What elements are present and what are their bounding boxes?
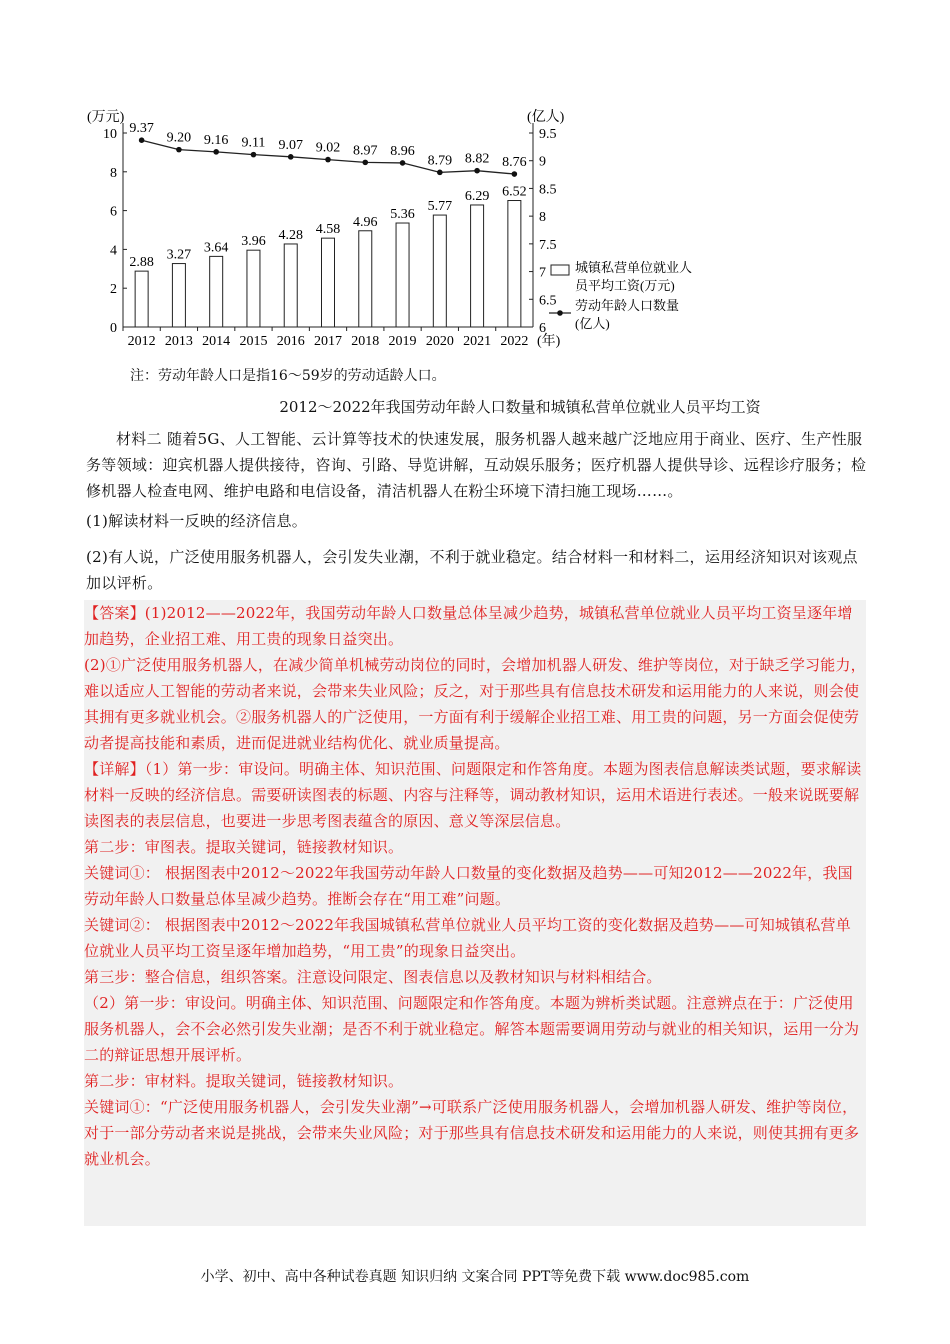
line-point	[362, 160, 368, 166]
line-value-label: 8.76	[502, 155, 527, 171]
x-tick-label: 2022	[500, 334, 529, 349]
right-tick-label: 8	[539, 210, 546, 226]
line-point	[512, 171, 518, 177]
left-tick-label: 4	[110, 243, 117, 259]
line-point	[213, 149, 219, 155]
left-tick-label: 10	[103, 127, 117, 142]
line-value-label: 8.79	[427, 153, 453, 169]
chart	[85, 105, 725, 355]
right-tick-label: 9.5	[539, 127, 557, 142]
bar-value-label: 6.52	[502, 184, 527, 200]
bar-value-label: 4.58	[315, 222, 341, 238]
bar-value-label: 3.27	[166, 247, 192, 263]
line-point	[437, 170, 443, 176]
line-value-label: 9.16	[203, 132, 229, 148]
answer-paragraph: (2)①广泛使用服务机器人，在减少简单机械劳动岗位的同时，会增加机器人研发、维护等岗位，对于缺乏学习能力，难以适应人工智能的劳动者来说，会带来失业风险；反之，对于那些具有信息技术研发和运用能力的人来说，则会使其拥有更多就业机会。②服务机器人的广泛使用，一方面有利于缓解企业招工难、用工贵的问题，另一方面会促使劳动者提高技能和素质，进而促进就业结构优化、就业质量提高。	[84, 656, 866, 752]
x-tick-label: 2020	[425, 334, 454, 349]
bar	[433, 215, 446, 327]
x-tick-label: 2017	[314, 334, 342, 349]
line-point	[325, 157, 331, 163]
line-value-label: 8.82	[464, 151, 490, 167]
line-point	[288, 154, 294, 160]
x-tick-label: 2021	[463, 334, 492, 349]
answer-paragraph: （2）第一步：审设问。明确主体、知识范围、问题限定和作答角度。本题为辨析类试题。注意辨点在于：广泛使用服务机器人，会不会必然引发失业潮；是否不利于就业稳定。解答本题需要调用劳动与就业的相关知识，运用一分为二的辩证思想开展评析。	[84, 994, 860, 1064]
line-value-label: 8.97	[353, 143, 378, 159]
bar	[359, 231, 372, 327]
answer-paragraph: 关键词①： 根据图表中2012～2022年我国劳动年龄人口数量的变化数据及趋势——可知2012——2022年，我国劳动年龄人口数量总体呈减少趋势。推断会存在“用工难”问题。	[84, 864, 853, 908]
bar-value-label: 3.64	[203, 240, 229, 256]
right-tick-label: 7.5	[539, 237, 557, 253]
x-tick-label: 2018	[351, 334, 380, 349]
line-point	[400, 160, 406, 166]
legend-line-marker	[557, 310, 563, 316]
answer-paragraph: 【详解】（1）第一步：审设问。明确主体、知识范围、问题限定和作答角度。本题为图表信息解读类试题，要求解读材料一反映的经济信息。需要研读图表的标题、内容与注释等，调动教材知识，运用术语进行表述。一般来说既要解读图表的表层信息，也要进一步思考图表蕴含的原因、意义等深层信息。	[84, 760, 862, 830]
legend-line-label: 劳动年龄人口数量	[575, 298, 680, 313]
legend-bar-swatch	[551, 265, 569, 275]
bar	[322, 238, 335, 327]
chart-legend	[549, 260, 692, 331]
bar	[284, 244, 297, 327]
x-axis-unit: (年)	[537, 334, 561, 349]
chart-note: 注：劳动年龄人口是指16～59岁的劳动适龄人口。	[130, 368, 446, 384]
question-1: (1)解读材料一反映的经济信息。	[86, 512, 308, 530]
answer-paragraph: 第二步：审材料。提取关键词，链接教材知识。	[84, 1072, 404, 1090]
bar	[247, 250, 260, 327]
bar-value-label: 4.96	[353, 214, 378, 230]
x-tick-label: 2014	[202, 334, 231, 349]
line-value-label: 9.11	[241, 135, 266, 151]
line-value-label: 8.96	[390, 143, 415, 159]
right-tick-label: 6	[539, 321, 546, 336]
bar-value-label: 4.28	[278, 227, 303, 243]
bar-value-label: 5.36	[390, 207, 415, 223]
answer-paragraph: 第二步：审图表。提取关键词，链接教材知识。	[84, 838, 404, 856]
answer-paragraph: 第三步：整合信息，组织答案。注意设问限定、图表信息以及教材知识与材料相结合。	[84, 968, 662, 986]
left-tick-label: 2	[110, 282, 117, 298]
legend-bar-label: 城镇私营单位就业人	[575, 260, 693, 275]
right-tick-label: 9	[539, 154, 546, 170]
x-tick-label: 2019	[388, 334, 417, 349]
right-axis-unit: (亿人)	[527, 110, 565, 125]
left-tick-label: 0	[110, 321, 117, 336]
bar	[172, 264, 185, 327]
footer: 小学、初中、高中各种试卷真题 知识归纳 文案合同 PPT等免费下载 www.doc985.com	[200, 1269, 750, 1285]
material-two: 材料二 随着5G、人工智能、云计算等技术的快速发展，服务机器人越来越广泛地应用于商业、医疗、生产性服务等领域：迎宾机器人提供接待，咨询、引路、导览讲解，互动娱乐服务；医疗机器人提供导诊、远程诊疗服务；检修机器人检查电网、维护电路和电信设备，清洁机器人在粉尘环境下清扫施工现场……。	[86, 430, 867, 500]
x-tick-label: 2012	[127, 334, 156, 349]
line-value-label: 9.07	[278, 137, 303, 153]
x-tick-label: 2013	[164, 334, 193, 349]
bar-value-label: 3.96	[241, 234, 266, 250]
bar	[396, 223, 409, 327]
x-tick-label: 2015	[239, 334, 268, 349]
chart-caption: 2012～2022年我国劳动年龄人口数量和城镇私营单位就业人员平均工资	[279, 398, 761, 416]
answer-paragraph: 关键词①：“广泛使用服务机器人，会引发失业潮”→可联系广泛使用服务机器人，会增加机器人研发、维护等岗位，对于一部分劳动者来说是挑战，会带来失业风险；对于那些具有信息技术研发和运用能力的人来说，则使其拥有更多就业机会。	[84, 1098, 860, 1168]
line-value-label: 9.02	[315, 140, 341, 156]
bar-value-label: 6.29	[464, 188, 490, 204]
line-series	[129, 121, 526, 177]
left-tick-label: 6	[110, 204, 117, 220]
line-point	[176, 147, 182, 153]
bar	[471, 205, 484, 327]
legend-line-label: (亿人)	[575, 316, 610, 331]
legend-bar-label: 员平均工资(万元)	[575, 278, 675, 293]
right-tick-label: 8.5	[539, 182, 557, 198]
left-tick-label: 8	[110, 165, 117, 181]
bar-value-label: 2.88	[129, 255, 154, 271]
bar	[210, 256, 223, 327]
line-point	[474, 168, 480, 174]
right-tick-label: 7	[539, 265, 546, 281]
x-tick-label: 2016	[276, 334, 305, 349]
line-value-label: 9.20	[166, 130, 192, 146]
bar	[135, 271, 148, 327]
bar-series	[129, 185, 526, 327]
answer-paragraph: 关键词②： 根据图表中2012～2022年我国城镇私营单位就业人员平均工资的变化数据及趋势——可知城镇私营单位就业人员平均工资呈逐年增加趋势，“用工贵”的现象日益突出。	[84, 916, 851, 960]
line-point	[139, 137, 145, 143]
bar	[508, 201, 521, 327]
right-tick-label: 6.5	[539, 293, 557, 309]
answer-section	[84, 600, 866, 1226]
question-2: (2)有人说，广泛使用服务机器人，会引发失业潮，不利于就业稳定。结合材料一和材料二，运用经济知识对该观点加以评析。	[86, 548, 858, 592]
line-point	[251, 152, 257, 158]
left-axis-unit: (万元)	[87, 110, 125, 125]
line-value-label: 9.37	[129, 121, 154, 137]
bar-value-label: 5.77	[427, 199, 453, 215]
answer-paragraph: 【答案】(1)2012——2022年，我国劳动年龄人口数量总体呈减少趋势，城镇私营单位就业人员平均工资呈逐年增加趋势，企业招工难、用工贵的现象日益突出。	[84, 604, 853, 648]
